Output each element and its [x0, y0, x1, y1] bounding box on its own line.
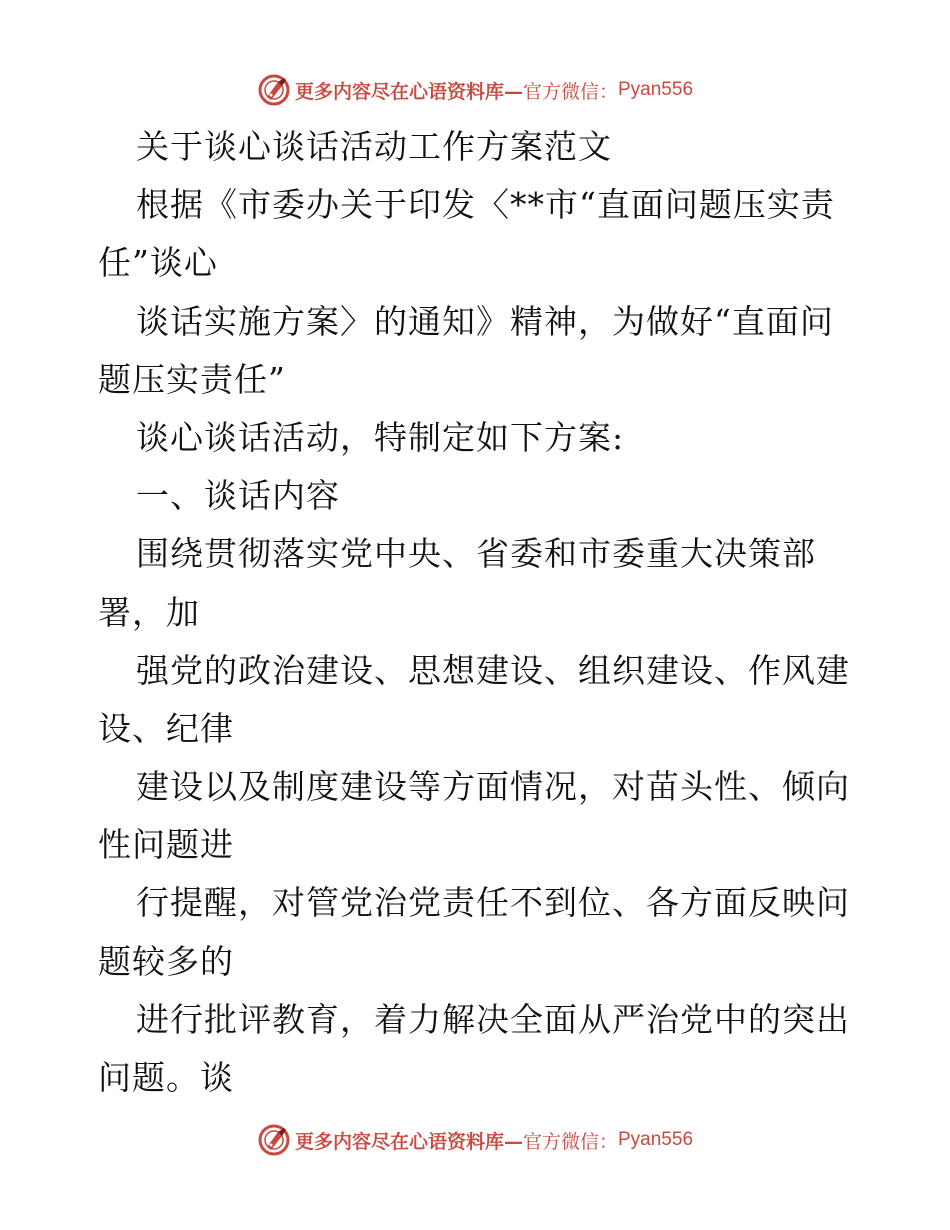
text-line: 强党的政治建设、思想建设、组织建设、作风建 [136, 650, 850, 690]
pen-nib-logo-icon [257, 1123, 291, 1157]
text-line: 性问题进 [98, 825, 234, 865]
banner-wechat-id: Pyan556 [618, 1129, 694, 1150]
pen-nib-logo-icon [257, 73, 291, 107]
document-body [98, 118, 858, 1107]
banner-slogan: 更多内容尽在心语资料库— [294, 80, 523, 103]
text-line: 问题。谈 [98, 1058, 234, 1097]
text-line: 谈话实施方案〉的通知》精神，为做好“直面问 [136, 301, 834, 341]
text-line: 题压实责任” [98, 359, 286, 399]
document-title: 关于谈心谈话活动工作方案范文 [136, 127, 612, 166]
text-line: 任”谈心 [98, 243, 218, 283]
text-line: 根据《市委办关于印发〈**市“直面问题压实责 [136, 185, 835, 225]
section-heading: 一、谈话内容 [136, 476, 340, 516]
header-banner [0, 70, 950, 110]
text-line: 行提醒，对管党治党责任不到位、各方面反映问 [136, 883, 850, 923]
banner-wechat-id: Pyan556 [618, 79, 694, 100]
text-line: 署，加 [98, 592, 200, 632]
text-line: 进行批评教育，着力解决全面从严治党中的突出 [136, 999, 850, 1039]
text-line: 谈心谈话活动，特制定如下方案: [136, 417, 625, 457]
text-line: 设、纪律 [98, 708, 234, 748]
text-line: 建设以及制度建设等方面情况，对苗头性、倾向 [136, 767, 850, 807]
footer-banner [0, 1120, 950, 1160]
banner-slogan: 更多内容尽在心语资料库— [294, 1130, 523, 1153]
text-line: 围绕贯彻落实党中央、省委和市委重大决策部 [136, 534, 816, 574]
text-line: 题较多的 [98, 941, 234, 981]
banner-wechat-label: 官方微信： [522, 80, 618, 103]
banner-wechat-label: 官方微信： [522, 1130, 618, 1153]
